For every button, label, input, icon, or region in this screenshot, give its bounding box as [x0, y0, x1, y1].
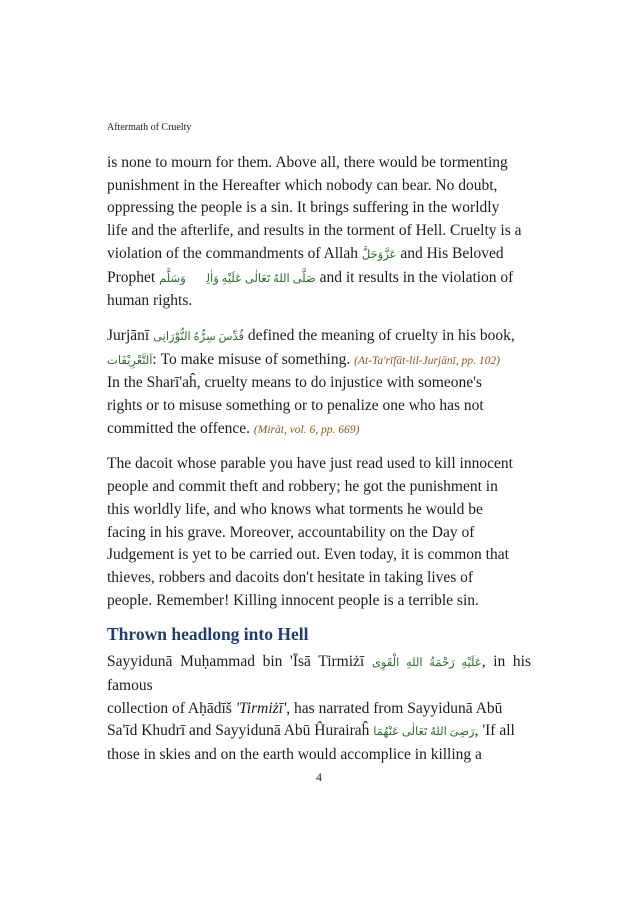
section-heading: Thrown headlong into Hell — [107, 624, 309, 645]
paragraph-2 — [107, 325, 531, 442]
paragraph-2-line-1-text-b: defined the meaning of cruelty in his book, — [247, 326, 515, 344]
running-header: Aftermath of Cruelty — [107, 122, 192, 133]
paragraph-1-line-6-text-b: and it results in the violation of — [319, 268, 514, 286]
paragraph-4-line-4: those in skies and on the earth would accomplice in killing a — [107, 746, 482, 764]
book-title-tirmizi: 'Tirmiżī' — [235, 699, 287, 717]
paragraph-2-line-3: In the Sharī'aĥ, cruelty means to do injustice with someone's — [107, 374, 482, 392]
paragraph-3-line-2: people and commit theft and robbery; he got the punishment in — [107, 478, 498, 496]
paragraph-1-line-5 — [107, 243, 531, 267]
paragraph-2-line-5 — [107, 418, 531, 442]
paragraph-2-line-1 — [107, 325, 531, 349]
paragraph-1-line-4: life and the afterlife, and results in the torment of Hell. Cruelty is a — [107, 222, 522, 240]
citation-mirat: (Mirāt, vol. 6, pp. 669) — [253, 423, 360, 436]
paragraph-1-line-2: punishment in the Hereafter which nobody can bear. No doubt, — [107, 176, 498, 194]
companions-honorific: رَضِىَ اللهُ تَعَالٰى عَنْهُمَا — [373, 726, 475, 739]
paragraph-1-line-5-text-a: violation of the commandments of Allah — [107, 244, 358, 262]
paragraph-4-line-1 — [107, 651, 531, 697]
page-number: 4 — [316, 770, 322, 784]
citation-tarifat: (At-Ta'rīfāt-lil-Jurjānī, pp. 102) — [354, 354, 500, 367]
paragraph-3-line-7: people. Remember! Killing innocent people is a terrible sin. — [107, 591, 479, 609]
paragraph-1-line-1: is none to mourn for them. Above all, there would be tormenting — [107, 154, 508, 171]
book-title-arabic: اَلتَّعْرِيْفَات — [107, 354, 153, 367]
paragraph-3-line-5: Judgement is yet to be carried out. Even today, it is common that — [107, 546, 509, 564]
paragraph-4-line-2-text-a: collection of Aḥādīš — [107, 699, 236, 717]
paragraph-4-line-1-text-b: , in his famous — [107, 653, 531, 695]
paragraph-1-line-6-text-a: Prophet — [107, 268, 156, 286]
paragraph-3 — [107, 453, 531, 612]
page-body — [107, 152, 531, 779]
paragraph-4-line-3-text-b: , 'If all — [474, 722, 515, 740]
allah-honorific: عَزَّوَجَلَّ — [361, 248, 397, 261]
paragraph-4-line-1-text-a: Sayyidunā Muḥammad bin 'Īsā Tirmiżī — [107, 653, 365, 671]
paragraph-4-line-3 — [107, 720, 531, 744]
paragraph-2-line-4: rights or to misuse something or to penalize one who has not — [107, 397, 484, 415]
paragraph-2-line-1-text-a: Jurjānī — [107, 326, 150, 344]
paragraph-2-line-2 — [107, 349, 531, 373]
paragraph-2-line-2-text: : To make misuse of something. — [152, 350, 351, 368]
paragraph-4 — [107, 651, 531, 767]
paragraph-4-line-2 — [107, 698, 531, 721]
paragraph-3-line-4: facing in his grave. Moreover, accountability on the Day of — [107, 523, 475, 541]
paragraph-4-line-2-text-b: , has narrated from Sayyidunā Abū — [286, 699, 503, 717]
paragraph-1-line-7: human rights. — [107, 292, 193, 310]
paragraph-3-line-1: The dacoit whose parable you have just read used to kill innocent — [107, 455, 513, 473]
paragraph-3-line-3: this worldly life, and who knows what torments he would be — [107, 500, 483, 518]
paragraph-1-line-5-text-b: and His Beloved — [400, 244, 504, 262]
paragraph-3-line-6: thieves, robbers and dacoits don't hesitate in taking lives of — [107, 568, 474, 586]
paragraph-1 — [107, 152, 531, 313]
paragraph-4-line-3-text-a: Sa'īd Khudrī and Sayyidunā Abū Ĥurairaĥ — [107, 722, 370, 740]
tirmizi-honorific: عَلَيْهِ رَحْمَةُ اللهِ الْقَوِى — [371, 657, 482, 670]
paragraph-2-line-5-text: committed the offence. — [107, 419, 251, 437]
paragraph-1-line-6 — [107, 267, 531, 291]
paragraph-1-line-3: oppressing the people is a sin. It brings suffering in the worldly — [107, 199, 500, 217]
prophet-honorific: صَلَّى اللهُ تَعَالٰى عَلَيْهِ وَاٰلِهٖ وَسَلَّم — [159, 272, 316, 285]
jurjani-honorific: قُدِّسَ سِرُّهُ النُّوْرَانِى — [153, 330, 245, 343]
